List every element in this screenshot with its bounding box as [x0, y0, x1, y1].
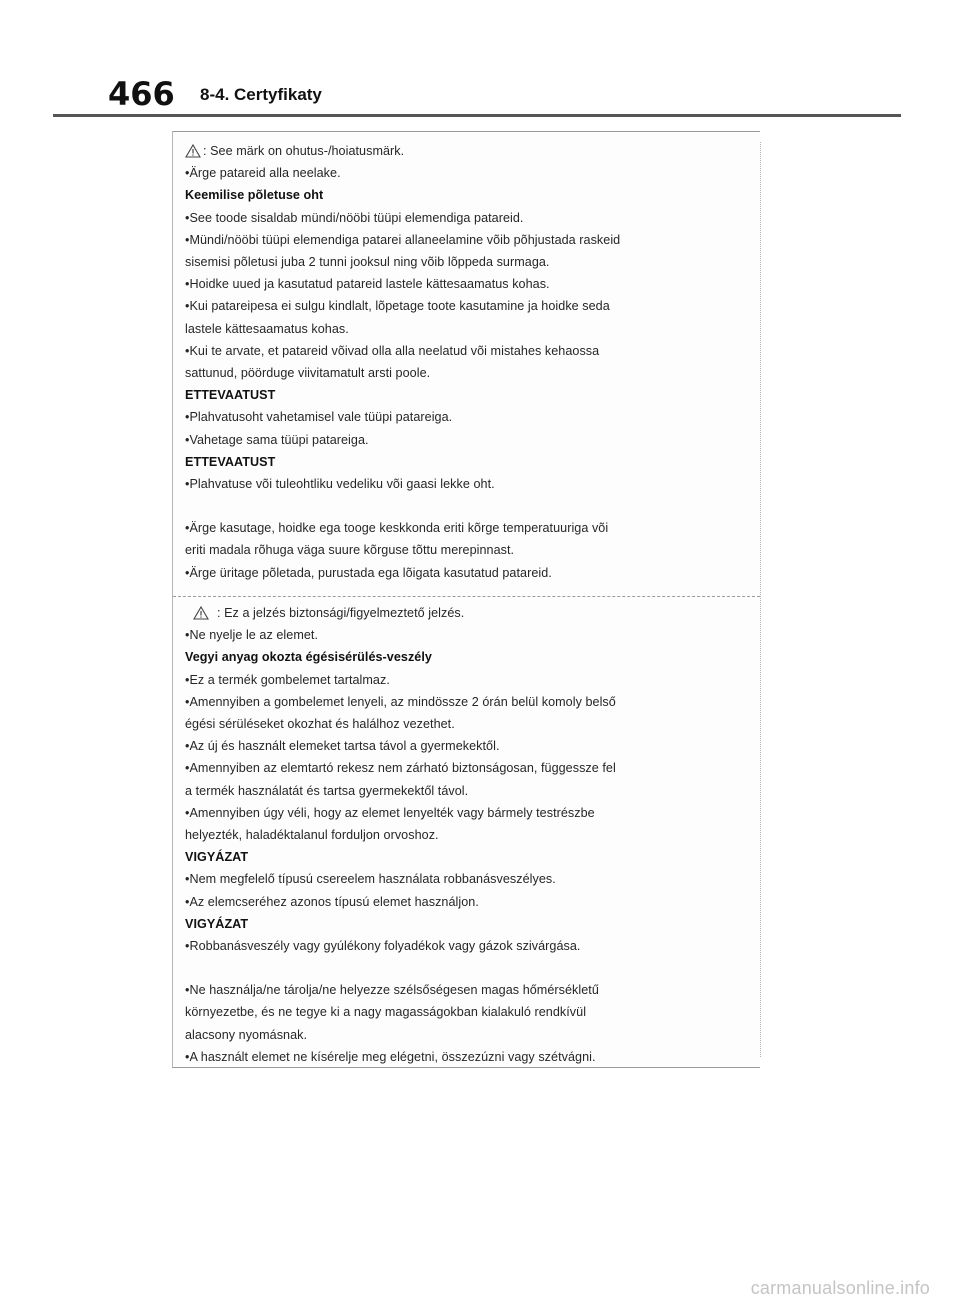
- text-line: •Amennyiben az elemtartó rekesz nem zárható biztonságosan, függessze fel: [185, 761, 616, 776]
- text-line: sisemisi põletusi juba 2 tunni jooksul ning võib lõppeda surmaga.: [185, 255, 550, 270]
- text-line: •Amennyiben a gombelemet lenyeli, az mindössze 2 órán belül komoly belső: [185, 694, 616, 709]
- estonian-warning-block: [185, 140, 754, 584]
- text-line: •Ez a termék gombelemet tartalmaz.: [185, 672, 390, 687]
- text-line: •Nem megfelelő típusú csereelem használata robbanásveszélyes.: [185, 872, 556, 887]
- header-rule: [53, 114, 901, 117]
- warning-triangle-icon: [185, 144, 201, 158]
- text-line: lastele kättesaamatus kohas.: [185, 321, 349, 336]
- text-line: a termék használatát és tartsa gyermekektől távol.: [185, 783, 469, 798]
- hungarian-warning-block: [185, 602, 754, 1068]
- heading-line: VIGYÁZAT: [185, 916, 249, 931]
- text-line: •A használt elemet ne kísérelje meg elégetni, összezúzni vagy szétvágni.: [185, 1049, 596, 1064]
- text-line: •Vahetage sama tüüpi patareiga.: [185, 432, 369, 447]
- warning-triangle-icon: [193, 606, 209, 620]
- heading-line: ETTEVAATUST: [185, 388, 276, 403]
- text-line: •Ärge üritage põletada, purustada ega lõigata kasutatud patareid.: [185, 565, 552, 580]
- certificate-scan-box: [172, 131, 760, 1068]
- text-line: •Amennyiben úgy véli, hogy az elemet lenyelték vagy bármely testrészbe: [185, 805, 595, 820]
- text-line: alacsony nyomásnak.: [185, 1027, 308, 1042]
- warning-mark-line: [185, 602, 754, 624]
- text-line: sattunud, pöörduge viivitamatult arsti poole.: [185, 366, 431, 381]
- text-line: •Kui patareipesa ei sulgu kindlalt, lõpetage toote kasutamine ja hoidke seda: [185, 299, 610, 314]
- text-line: •Ne nyelje le az elemet.: [185, 628, 319, 643]
- watermark: carmanualsonline.info: [750, 1278, 930, 1298]
- text-line: •Plahvatuse või tuleohtliku vedeliku või gaasi lekke oht.: [185, 477, 495, 492]
- text-line: •Mündi/nööbi tüüpi elemendiga patarei allaneelamine võib põhjustada raskeid: [185, 232, 621, 247]
- warning-mark-line: [185, 140, 754, 162]
- page-number: 466: [108, 75, 175, 113]
- text-line: •Az elemcseréhez azonos típusú elemet használjon.: [185, 894, 479, 909]
- heading-line: ETTEVAATUST: [185, 454, 276, 469]
- text-line: égési sérüléseket okozhat és halálhoz vezethet.: [185, 717, 455, 732]
- warning-mark-text: : See märk on ohutus-/hoiatusmärk.: [203, 144, 405, 158]
- text-line: •Kui te arvate, et patareid võivad olla alla neelatud või mistahes kehaossa: [185, 343, 600, 358]
- heading-line: Vegyi anyag okozta égésisérülés-veszély: [185, 650, 432, 665]
- text-line: helyezték, haladéktalanul forduljon orvoshoz.: [185, 828, 439, 843]
- text-line: •Hoidke uued ja kasutatud patareid lastele kättesaamatus kohas.: [185, 277, 550, 292]
- text-line: •Robbanásveszély vagy gyúlékony folyadékok vagy gázok szivárgása.: [185, 939, 581, 954]
- text-line: •Plahvatusoht vahetamisel vale tüüpi patareiga.: [185, 410, 453, 425]
- text-line: eriti madala rõhuga väga suure kõrguse tõttu merepinnast.: [185, 543, 515, 558]
- text-line: •Ärge kasutage, hoidke ega tooge keskkonda eriti kõrge temperatuuriga või: [185, 521, 609, 536]
- warning-mark-text: : Ez a jelzés biztonsági/figyelmeztető jelzés.: [217, 606, 465, 620]
- text-line: •See toode sisaldab mündi/nööbi tüüpi elemendiga patareid.: [185, 210, 524, 225]
- text-line: •Ärge patareid alla neelake.: [185, 166, 341, 181]
- text-line: •Az új és használt elemeket tartsa távol a gyermekektől.: [185, 739, 500, 754]
- section-divider: [173, 596, 760, 597]
- text-line: •Ne használja/ne tárolja/ne helyezze szélsőségesen magas hőmérsékletű: [185, 983, 599, 998]
- heading-line: VIGYÁZAT: [185, 850, 249, 865]
- section-title: 8-4. Certyfikaty: [200, 85, 322, 104]
- text-line: környezetbe, és ne tegye ki a nagy magasságokban kialakuló rendkívül: [185, 1005, 587, 1020]
- heading-line: Keemilise põletuse oht: [185, 188, 324, 203]
